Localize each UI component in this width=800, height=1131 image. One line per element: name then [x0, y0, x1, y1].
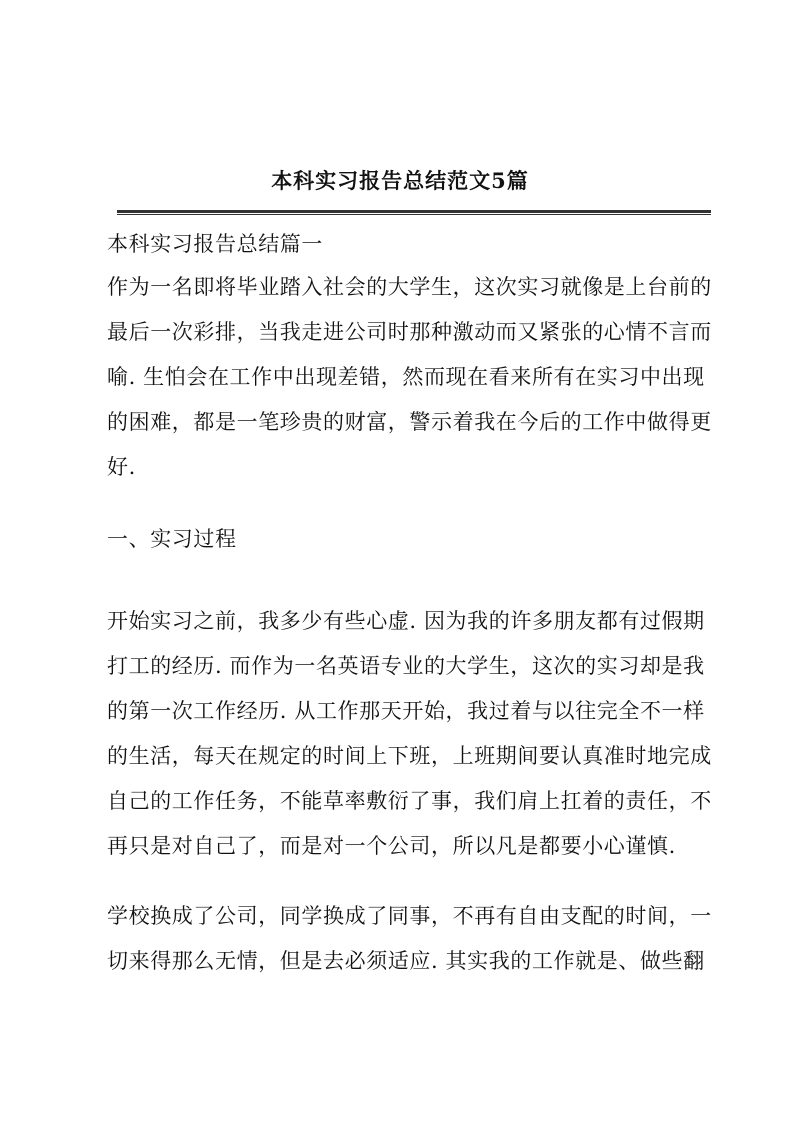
paragraph-line: 自己的工作任务，不能草率敷衍了事，我们肩上扛着的责任，不 [107, 789, 712, 813]
paragraph-line: 作为一名即将毕业踏入社会的大学生，这次实习就像是上台前的 [107, 275, 712, 299]
paragraph-line: 好. [107, 455, 136, 479]
paragraph-line: 的生活，每天在规定的时间上下班，上班期间要认真准时地完成 [107, 744, 712, 768]
subheading [107, 523, 713, 555]
section-heading [107, 228, 713, 260]
paragraph-line: 最后一次彩排，当我走进公司时那种激动而又紧张的心情不言而 [107, 320, 712, 344]
process-paragraph [107, 605, 713, 862]
paragraph-line: 打工的经历. 而作为一名英语专业的大学生，这次的实习却是我 [107, 654, 705, 678]
section-heading-text: 本科实习报告总结篇一 [107, 232, 323, 256]
title-divider [117, 210, 711, 215]
paragraph-line: 的第一次工作经历. 从工作那天开始，我过着与以往完全不一样 [107, 699, 705, 723]
workplace-paragraph [107, 900, 713, 977]
paragraph-line: 学校换成了公司，同学换成了同事，不再有自由支配的时间，一 [107, 904, 712, 928]
document-title: 本科实习报告总结范文5篇 [271, 168, 529, 193]
paragraph-line: 切来得那么无情，但是去必须适应. 其实我的工作就是、做些翻 [107, 949, 705, 973]
paragraph-line: 再只是对自己了，而是对一个公司，所以凡是都要小心谨慎. [107, 834, 676, 858]
paragraph-line: 的困难，都是一笔珍贵的财富，警示着我在今后的工作中做得更 [107, 410, 712, 434]
subheading-text: 一、实习过程 [107, 527, 237, 551]
paragraph-line: 喻. 生怕会在工作中出现差错，然而现在看来所有在实习中出现 [107, 365, 705, 389]
paragraph-line: 开始实习之前，我多少有些心虚. 因为我的许多朋友都有过假期 [107, 609, 705, 633]
intro-paragraph [107, 271, 713, 483]
